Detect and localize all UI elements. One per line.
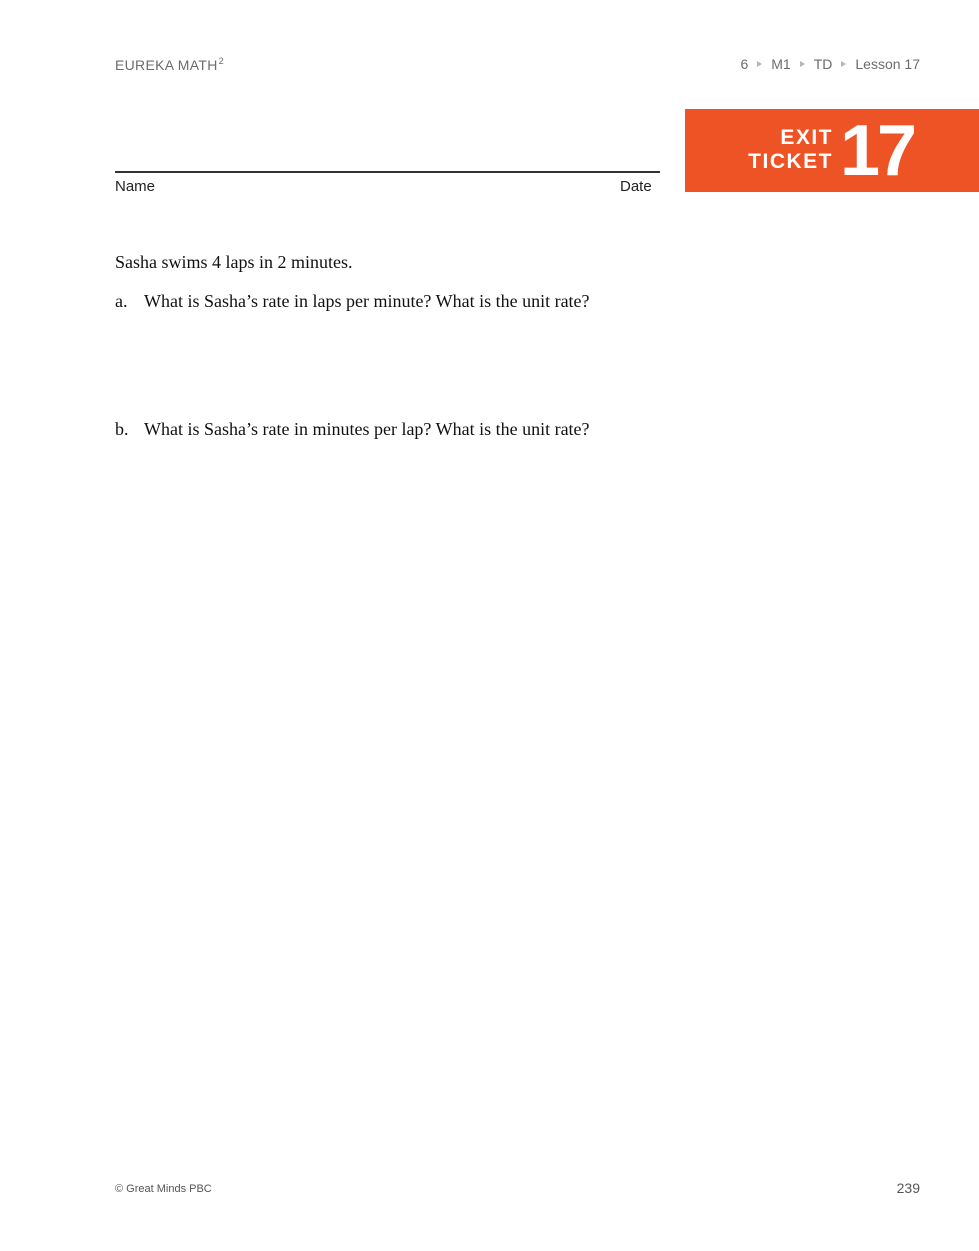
problem-intro: Sasha swims 4 laps in 2 minutes.: [115, 252, 353, 272]
name-date-line: [115, 171, 660, 173]
breadcrumb-module: M1: [771, 56, 791, 72]
brand-logo: [115, 56, 224, 73]
exit-ticket-label: [748, 126, 833, 174]
breadcrumb-topic: TD: [813, 56, 833, 72]
question-text: What is Sasha’s rate in minutes per lap? What is the unit rate?: [144, 419, 590, 439]
footer-copyright: © Great Minds PBC: [115, 1183, 212, 1195]
lesson-number: 17: [840, 111, 915, 191]
date-label: Date: [620, 178, 652, 195]
question-b: [115, 419, 590, 440]
brand-name: EUREKA MATH: [115, 57, 218, 73]
page-number: 239: [896, 1180, 920, 1196]
breadcrumb-arrow-icon: [800, 61, 805, 67]
breadcrumb-arrow-icon: [841, 61, 846, 67]
exit-label-line2: TICKET: [748, 150, 833, 173]
question-a: [115, 291, 590, 312]
question-letter: a.: [115, 291, 128, 311]
exit-label-line1: EXIT: [780, 126, 833, 149]
name-label: Name: [115, 178, 156, 195]
breadcrumb-arrow-icon: [757, 61, 762, 67]
question-letter: b.: [115, 419, 129, 439]
breadcrumb: [740, 56, 920, 72]
brand-superscript: 2: [218, 56, 224, 66]
breadcrumb-lesson: Lesson 17: [855, 56, 920, 72]
exit-ticket-banner: [685, 109, 979, 192]
question-text: What is Sasha’s rate in laps per minute? What is the unit rate?: [144, 291, 590, 311]
breadcrumb-grade: 6: [740, 56, 749, 72]
